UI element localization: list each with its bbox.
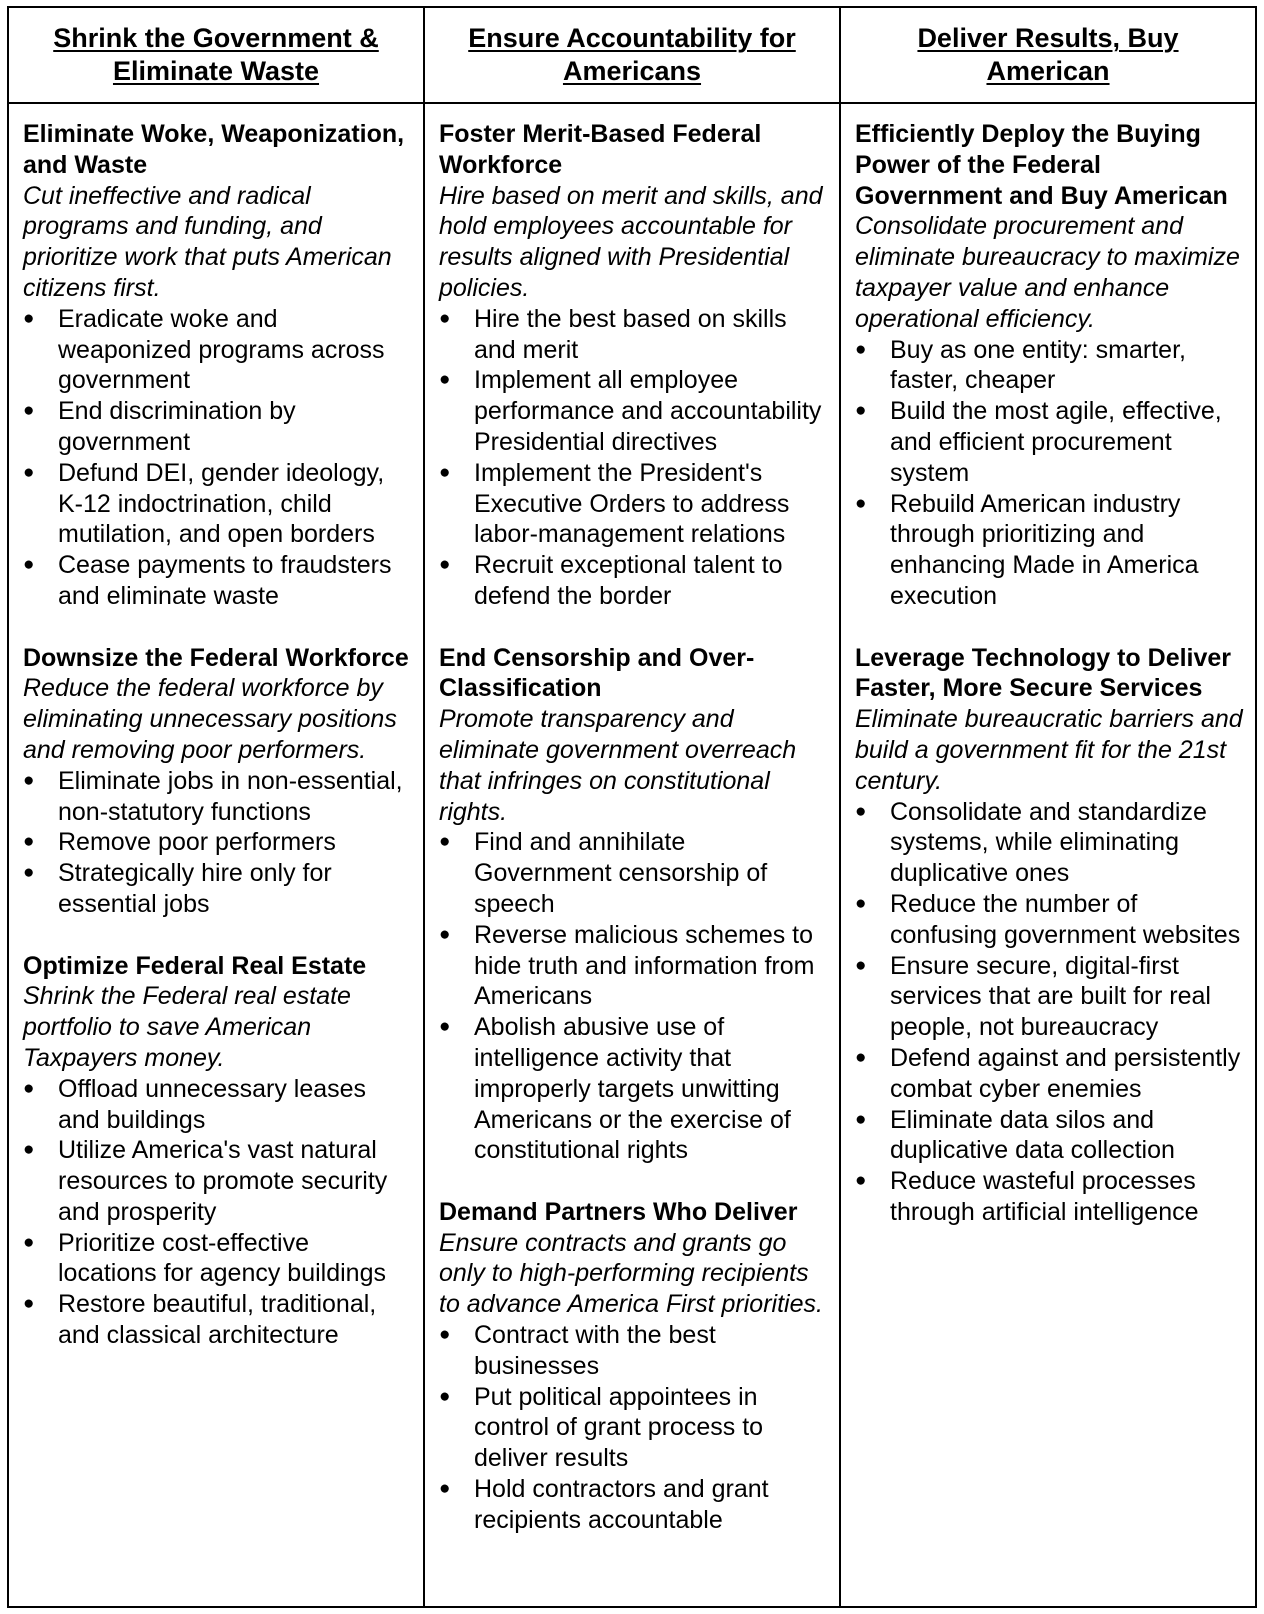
section-description: Eliminate bureaucratic barriers and build a government fit for the 21st century. — [855, 705, 1243, 795]
bullet-list — [23, 304, 411, 612]
bullet-list — [439, 827, 827, 1166]
section-description: Shrink the Federal real estate portfolio to save American Taxpayers money. — [23, 982, 351, 1072]
list-item: ● Remove poor performers — [23, 827, 411, 858]
list-item: ● End discrimination by government — [23, 396, 411, 458]
column-header — [840, 7, 1256, 103]
column-cell — [840, 103, 1256, 1607]
list-item: ● Buy as one entity: smarter, faster, cheaper — [855, 335, 1243, 397]
list-item: ● Eradicate woke and weaponized programs across government — [23, 304, 411, 396]
list-item: ● Reduce wasteful processes through artificial intelligence — [855, 1166, 1243, 1228]
section-description: Hire based on merit and skills, and hold employees accountable for results aligned with Presidential policies. — [439, 181, 823, 302]
column-header-text: Ensure Accountability for Americans — [468, 23, 796, 86]
body-row — [8, 103, 1256, 1607]
bullet-list — [23, 1074, 411, 1351]
list-item: ● Consolidate and standardize systems, while eliminating duplicative ones — [855, 797, 1243, 889]
section-title: Optimize Federal Real Estate — [23, 951, 367, 980]
section-title: Foster Merit-Based Federal Workforce — [439, 120, 762, 179]
section — [23, 643, 411, 920]
list-item: ● Hold contractors and grant recipients accountable — [439, 1474, 827, 1536]
list-item: ● Abolish abusive use of intelligence activity that improperly targets unwitting Americans or the exercise of constitutional rights — [439, 1012, 827, 1166]
section-title: Demand Partners Who Deliver — [439, 1197, 798, 1226]
list-item: ● Find and annihilate Government censorship of speech — [439, 827, 827, 919]
list-item: ● Prioritize cost-effective locations for agency buildings — [23, 1228, 411, 1290]
section-title: Leverage Technology to Deliver Faster, More Secure Services — [855, 643, 1232, 703]
section-description: Cut ineffective and radical programs and funding, and prioritize work that puts American citizens first. — [23, 181, 392, 302]
list-item: ● Hire the best based on skills and merit — [439, 304, 827, 366]
bullet-list — [855, 335, 1243, 612]
column-header-text: Deliver Results, Buy American — [917, 23, 1179, 86]
section — [23, 119, 411, 612]
section-title: End Censorship and Over-Classification — [439, 643, 755, 703]
section — [23, 951, 411, 1351]
section-description: Ensure contracts and grants go only to high-performing recipients to advance America First priorities. — [439, 1228, 823, 1319]
section — [439, 1197, 827, 1536]
priorities-table — [7, 6, 1257, 1608]
section — [439, 643, 827, 1167]
column-cell — [8, 103, 424, 1607]
header-row — [8, 7, 1256, 103]
list-item: ● Rebuild American industry through prioritizing and enhancing Made in America execution — [855, 489, 1243, 612]
list-item: ● Defend against and persistently combat cyber enemies — [855, 1043, 1243, 1105]
bullet-list — [23, 766, 411, 920]
section-title: Efficiently Deploy the Buying Power of the Federal Government and Buy American — [855, 120, 1228, 210]
list-item: ● Put political appointees in control of grant process to deliver results — [439, 1382, 827, 1474]
list-item: ● Eliminate jobs in non-essential, non-statutory functions — [23, 766, 411, 828]
bullet-list — [439, 304, 827, 612]
list-item: ● Strategically hire only for essential jobs — [23, 858, 411, 920]
column-header-wrap — [841, 22, 1255, 88]
section-description: Consolidate procurement and eliminate bureaucracy to maximize taxpayer value and enhance operational efficiency. — [855, 212, 1240, 333]
list-item: ● Reverse malicious schemes to hide truth and information from Americans — [439, 920, 827, 1012]
list-item: ● Recruit exceptional talent to defend the border — [439, 550, 827, 612]
section — [855, 119, 1243, 612]
list-item: ● Implement all employee performance and accountability Presidential directives — [439, 365, 827, 457]
column-header-wrap — [9, 22, 423, 88]
column-cell — [424, 103, 840, 1607]
list-item: ● Defund DEI, gender ideology, K-12 indoctrination, child mutilation, and open borders — [23, 458, 411, 550]
list-item: ● Build the most agile, effective, and efficient procurement system — [855, 396, 1243, 488]
column-header-text: Shrink the Government & Eliminate Waste — [53, 23, 379, 86]
list-item: ● Cease payments to fraudsters and eliminate waste — [23, 550, 411, 612]
column-header-wrap — [425, 22, 839, 88]
list-item: ● Implement the President's Executive Orders to address labor-management relations — [439, 458, 827, 550]
list-item: ● Eliminate data silos and duplicative data collection — [855, 1105, 1243, 1167]
section — [855, 643, 1243, 1228]
list-item: ● Reduce the number of confusing government websites — [855, 889, 1243, 951]
column-header — [424, 7, 840, 103]
list-item: ● Ensure secure, digital-first services that are built for real people, not bureaucracy — [855, 951, 1243, 1043]
section-description: Reduce the federal workforce by eliminating unnecessary positions and removing poor performers. — [23, 674, 397, 764]
list-item: ● Utilize America's vast natural resources to promote security and prosperity — [23, 1135, 411, 1227]
section-title: Downsize the Federal Workforce — [23, 643, 409, 672]
section-description: Promote transparency and eliminate government overreach that infringes on constitutional rights. — [439, 705, 797, 826]
column-header — [8, 7, 424, 103]
bullet-list — [439, 1320, 827, 1536]
list-item: ● Offload unnecessary leases and buildings — [23, 1074, 411, 1136]
list-item: ● Restore beautiful, traditional, and classical architecture — [23, 1289, 411, 1351]
section-title: Eliminate Woke, Weaponization, and Waste — [23, 120, 405, 179]
bullet-list — [855, 797, 1243, 1228]
section — [439, 119, 827, 612]
list-item: ● Contract with the best businesses — [439, 1320, 827, 1382]
